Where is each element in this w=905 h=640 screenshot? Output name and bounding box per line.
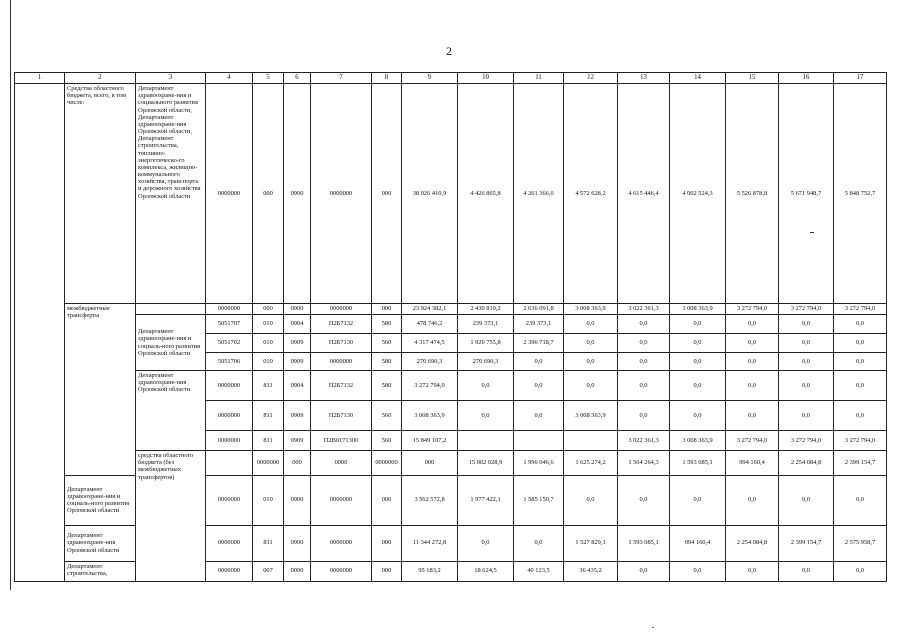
table-cell: 5 671 948,7 bbox=[779, 84, 834, 304]
table-cell: 0909 bbox=[284, 353, 311, 371]
table-cell: 2 636 091,8 bbox=[514, 304, 564, 315]
table-cell: 0,0 bbox=[834, 353, 887, 371]
table-cell: 0,0 bbox=[564, 475, 618, 525]
table-cell: 0,0 bbox=[834, 401, 887, 431]
table-cell: 0,0 bbox=[779, 561, 834, 581]
table-cell bbox=[514, 431, 564, 451]
table-cell: 000 bbox=[372, 304, 402, 315]
table-cell: 0,0 bbox=[618, 334, 670, 353]
table-cell: П2Б7132 bbox=[311, 371, 372, 401]
table-cell: 2 399 154,7 bbox=[834, 451, 887, 476]
table-cell: 0,0 bbox=[779, 315, 834, 334]
budget-table bbox=[14, 72, 887, 582]
table-cell: 0,0 bbox=[670, 401, 726, 431]
table-cell: 0000000 bbox=[206, 401, 253, 431]
table-cell: 0000000 bbox=[206, 475, 253, 525]
funding-source-cell: средства областного бюджета (без межбюджетных трансфертов) bbox=[136, 451, 206, 582]
column-header-3: 3 bbox=[136, 73, 206, 84]
table-row bbox=[15, 371, 887, 401]
table-cell: 0,0 bbox=[779, 353, 834, 371]
table-cell: 2 254 084,8 bbox=[779, 451, 834, 476]
table-cell: 3 272 794,0 bbox=[402, 371, 458, 401]
table-cell: 0,0 bbox=[726, 353, 779, 371]
table-cell: 0900 bbox=[284, 304, 311, 315]
table-cell: 15 849 107,2 bbox=[402, 431, 458, 451]
table-cell: 811 bbox=[253, 431, 284, 451]
table-cell: 2 399 154,7 bbox=[779, 525, 834, 561]
table-cell: 0,0 bbox=[779, 334, 834, 353]
table-cell: 3 272 794,0 bbox=[726, 304, 779, 315]
table-cell: 15 002 028,9 bbox=[458, 451, 514, 476]
table-cell: 0,0 bbox=[458, 525, 514, 561]
table-cell: 0,0 bbox=[564, 371, 618, 401]
table-cell: 3 022 361,3 bbox=[618, 304, 670, 315]
table-cell: 478 746,2 bbox=[402, 315, 458, 334]
table-cell: 994 160,4 bbox=[726, 451, 779, 476]
table-cell: 4 572 628,2 bbox=[564, 84, 618, 304]
table-cell: 3 008 363,9 bbox=[670, 304, 726, 315]
department-cell: Департамент здравоохране-ния и социального развития Орловской области, Департамент здравоохране-ния Орловской области, Департамент строительства, топливно-энергетическо-го комплекса, жилищно-коммунального хозяйства, транспорта и дорожного хозяйства Орловской области bbox=[136, 84, 206, 304]
table-cell: 95 183,2 bbox=[402, 561, 458, 581]
table-cell: 270 690,3 bbox=[402, 353, 458, 371]
table-cell: 36 435,2 bbox=[564, 561, 618, 581]
table-cell: 0,0 bbox=[726, 561, 779, 581]
table-cell: 1 996 046,6 bbox=[514, 451, 564, 476]
table-cell: 580 bbox=[372, 353, 402, 371]
column-header-15: 15 bbox=[726, 73, 779, 84]
table-cell: 3 272 794,0 bbox=[834, 304, 887, 315]
table-cell: 0000000 bbox=[206, 561, 253, 581]
table-cell: 0000000 bbox=[206, 84, 253, 304]
table-cell: 0000000 bbox=[206, 371, 253, 401]
table-cell: 000 bbox=[284, 451, 311, 476]
table-cell: 0,0 bbox=[618, 401, 670, 431]
table-cell: 0904 bbox=[284, 371, 311, 401]
table-cell: 007 bbox=[253, 561, 284, 581]
table-cell: 000 bbox=[402, 451, 458, 476]
table-cell: 5 526 878,8 bbox=[726, 84, 779, 304]
table-cell: 0,0 bbox=[618, 371, 670, 401]
table-cell: 1 527 829,1 bbox=[564, 525, 618, 561]
table-cell: 3 562 572,8 bbox=[402, 475, 458, 525]
table-cell: 18 624,5 bbox=[458, 561, 514, 581]
table-cell: 3 008 363,9 bbox=[670, 431, 726, 451]
table-cell: 010 bbox=[253, 475, 284, 525]
table-cell: 5051706 bbox=[206, 353, 253, 371]
table-cell: 3 022 361,3 bbox=[618, 431, 670, 451]
table-cell: П2В0171300 bbox=[311, 431, 372, 451]
column-header-12: 12 bbox=[564, 73, 618, 84]
table-cell: 0,0 bbox=[564, 315, 618, 334]
table-row bbox=[15, 315, 887, 334]
column-header-7: 7 bbox=[311, 73, 372, 84]
column-header-2: 2 bbox=[65, 73, 136, 84]
table-cell: 0909 bbox=[284, 431, 311, 451]
table-cell: 560 bbox=[372, 431, 402, 451]
table-cell: 811 bbox=[253, 401, 284, 431]
table-cell bbox=[206, 451, 253, 476]
table-cell: 11 344 272,8 bbox=[402, 525, 458, 561]
table-cell: П2Б7132 bbox=[311, 315, 372, 334]
column-header-1: 1 bbox=[15, 73, 65, 84]
table-cell: 38 926 410,9 bbox=[402, 84, 458, 304]
table-cell: 0,0 bbox=[779, 401, 834, 431]
table-cell: 23 924 382,1 bbox=[402, 304, 458, 315]
table-cell: 0,0 bbox=[726, 315, 779, 334]
column-header-9: 9 bbox=[402, 73, 458, 84]
table-cell: 0,0 bbox=[779, 475, 834, 525]
table-cell: 0,0 bbox=[834, 475, 887, 525]
column-1-cell bbox=[15, 84, 65, 582]
table-cell: 580 bbox=[372, 315, 402, 334]
department-cell: Департамент строительства, bbox=[65, 561, 136, 581]
table-cell: 1 593 085,1 bbox=[670, 451, 726, 476]
table-cell: 0900 bbox=[284, 475, 311, 525]
table-cell: 0900 bbox=[284, 84, 311, 304]
table-cell: 4 261 366,0 bbox=[514, 84, 564, 304]
table-cell: 0000000 bbox=[206, 525, 253, 561]
table-cell: 010 bbox=[253, 353, 284, 371]
table-cell: 560 bbox=[372, 401, 402, 431]
table-cell: 0000000 bbox=[311, 561, 372, 581]
table-cell: 0,0 bbox=[834, 334, 887, 353]
table-cell: 0904 bbox=[284, 315, 311, 334]
table-cell: 811 bbox=[253, 525, 284, 561]
table-cell: 1 593 085,1 bbox=[618, 525, 670, 561]
column-header-4: 4 bbox=[206, 73, 253, 84]
table-cell: 3 272 794,0 bbox=[834, 431, 887, 451]
table-cell: 0000 bbox=[311, 451, 372, 476]
table-cell: 3 008 363,9 bbox=[564, 304, 618, 315]
table-cell: 239 373,1 bbox=[514, 315, 564, 334]
table-cell bbox=[458, 431, 514, 451]
table-cell: 0,0 bbox=[834, 561, 887, 581]
table-cell: 0,0 bbox=[834, 315, 887, 334]
table-cell: 1 920 755,8 bbox=[458, 334, 514, 353]
table-cell: 0000 bbox=[284, 561, 311, 581]
table-cell: 2 396 718,7 bbox=[514, 334, 564, 353]
department-cell: Департамент здравоохране-ния Орловской области bbox=[65, 525, 136, 561]
table-cell: 5051702 bbox=[206, 334, 253, 353]
table-cell: 010 bbox=[253, 315, 284, 334]
department-cell: Департамент здравоохране-ния и социаль-ного развития Орловской области bbox=[136, 315, 206, 371]
table-cell: 0,0 bbox=[564, 353, 618, 371]
table-cell: 1 625 274,2 bbox=[564, 451, 618, 476]
table-cell: 3 008 363,9 bbox=[402, 401, 458, 431]
table-cell: 4 426 865,8 bbox=[458, 84, 514, 304]
table-cell: 0909 bbox=[284, 334, 311, 353]
table-cell: 40 123,5 bbox=[514, 561, 564, 581]
table-cell: 0000000 bbox=[253, 451, 284, 476]
table-cell: 0000000 bbox=[206, 304, 253, 315]
table-cell: 560 bbox=[372, 334, 402, 353]
table-cell: 1 585 150,7 bbox=[514, 475, 564, 525]
table-cell: П2Б7130 bbox=[311, 334, 372, 353]
column-header-16: 16 bbox=[779, 73, 834, 84]
table-cell: 239 373,1 bbox=[458, 315, 514, 334]
table-row bbox=[15, 84, 887, 304]
table-cell: 000 bbox=[372, 561, 402, 581]
table-cell: 0,0 bbox=[726, 334, 779, 353]
department-cell: Департамент здравоохране-ния Орловской области bbox=[136, 371, 206, 451]
stray-mark bbox=[810, 232, 814, 233]
table-cell: 3 272 794,0 bbox=[779, 431, 834, 451]
left-margin-line bbox=[10, 0, 11, 590]
table-cell: 0,0 bbox=[670, 353, 726, 371]
table-cell: 0,0 bbox=[670, 475, 726, 525]
table-cell: 0000000 bbox=[311, 525, 372, 561]
table-cell: 0000000 bbox=[311, 304, 372, 315]
table-cell: 580 bbox=[372, 371, 402, 401]
column-header-14: 14 bbox=[670, 73, 726, 84]
column-header-17: 17 bbox=[834, 73, 887, 84]
table-cell: 270 690,3 bbox=[458, 353, 514, 371]
table-cell: 0000000 bbox=[206, 431, 253, 451]
funding-source-cell: межбюджетные трансферты bbox=[65, 304, 136, 476]
table-cell: 0,0 bbox=[514, 353, 564, 371]
table-cell bbox=[136, 304, 206, 315]
table-cell: 0,0 bbox=[670, 334, 726, 353]
table-row bbox=[15, 451, 887, 476]
table-cell: 0,0 bbox=[618, 353, 670, 371]
table-cell: 0,0 bbox=[670, 561, 726, 581]
table-cell: 4 002 524,3 bbox=[670, 84, 726, 304]
table-cell bbox=[564, 431, 618, 451]
table-cell: П2Б7130 bbox=[311, 401, 372, 431]
table-cell: 0,0 bbox=[670, 315, 726, 334]
funding-source-cell: Средства областного бюджета, всего, в том числе: bbox=[65, 84, 136, 304]
table-cell: 4 317 474,5 bbox=[402, 334, 458, 353]
table-row bbox=[15, 304, 887, 315]
table-cell: 2 254 084,8 bbox=[726, 525, 779, 561]
column-header-8: 8 bbox=[372, 73, 402, 84]
table-cell: 0000000 bbox=[311, 475, 372, 525]
table-cell: 3 272 794,0 bbox=[779, 304, 834, 315]
table-cell: 0,0 bbox=[618, 315, 670, 334]
table-cell: 1 564 264,3 bbox=[618, 451, 670, 476]
table-cell: 811 bbox=[253, 371, 284, 401]
table-cell: 3 008 363,9 bbox=[564, 401, 618, 431]
table-cell: 0,0 bbox=[514, 401, 564, 431]
table-cell: 0,0 bbox=[458, 371, 514, 401]
table-cell: 2 575 958,7 bbox=[834, 525, 887, 561]
table-cell: 000 bbox=[372, 84, 402, 304]
table-cell: 000 bbox=[372, 475, 402, 525]
table-cell: 000 bbox=[372, 525, 402, 561]
table-cell: 4 615 446,4 bbox=[618, 84, 670, 304]
column-header-5: 5 bbox=[253, 73, 284, 84]
column-header-10: 10 bbox=[458, 73, 514, 84]
table-cell: 0000000 bbox=[311, 353, 372, 371]
table-cell: 0,0 bbox=[514, 371, 564, 401]
table-cell: 0,0 bbox=[726, 401, 779, 431]
header-row bbox=[15, 73, 887, 84]
column-header-6: 6 bbox=[284, 73, 311, 84]
table-cell: 2 430 819,2 bbox=[458, 304, 514, 315]
table-cell: 000 bbox=[253, 84, 284, 304]
table-cell: 5051707 bbox=[206, 315, 253, 334]
table-cell: 0,0 bbox=[564, 334, 618, 353]
table-cell: 0000000 bbox=[311, 84, 372, 304]
table-cell: 000 bbox=[253, 304, 284, 315]
department-cell: Департамент здравоохране-ния и социаль-ного развития Орловской области bbox=[65, 475, 136, 525]
column-header-13: 13 bbox=[618, 73, 670, 84]
table-cell: 0909 bbox=[284, 401, 311, 431]
table-cell: 0,0 bbox=[834, 371, 887, 401]
page-number: 2 bbox=[446, 44, 452, 58]
table-cell: 010 bbox=[253, 334, 284, 353]
table-cell: 0000000 bbox=[372, 451, 402, 476]
table-cell: 0,0 bbox=[670, 371, 726, 401]
table-cell: 5 848 752,7 bbox=[834, 84, 887, 304]
table-cell: 1 977 422,1 bbox=[458, 475, 514, 525]
scan-dot bbox=[652, 627, 654, 628]
table-cell: 0,0 bbox=[514, 525, 564, 561]
column-header-11: 11 bbox=[514, 73, 564, 84]
table-cell: 0,0 bbox=[618, 561, 670, 581]
table-cell: 0,0 bbox=[726, 475, 779, 525]
table-cell: 3 272 794,0 bbox=[726, 431, 779, 451]
table-cell: 0,0 bbox=[779, 371, 834, 401]
table-cell: 0,0 bbox=[458, 401, 514, 431]
table-cell: 0,0 bbox=[618, 475, 670, 525]
table-cell: 0,0 bbox=[726, 371, 779, 401]
table-cell: 994 160,4 bbox=[670, 525, 726, 561]
table-cell: 0900 bbox=[284, 525, 311, 561]
